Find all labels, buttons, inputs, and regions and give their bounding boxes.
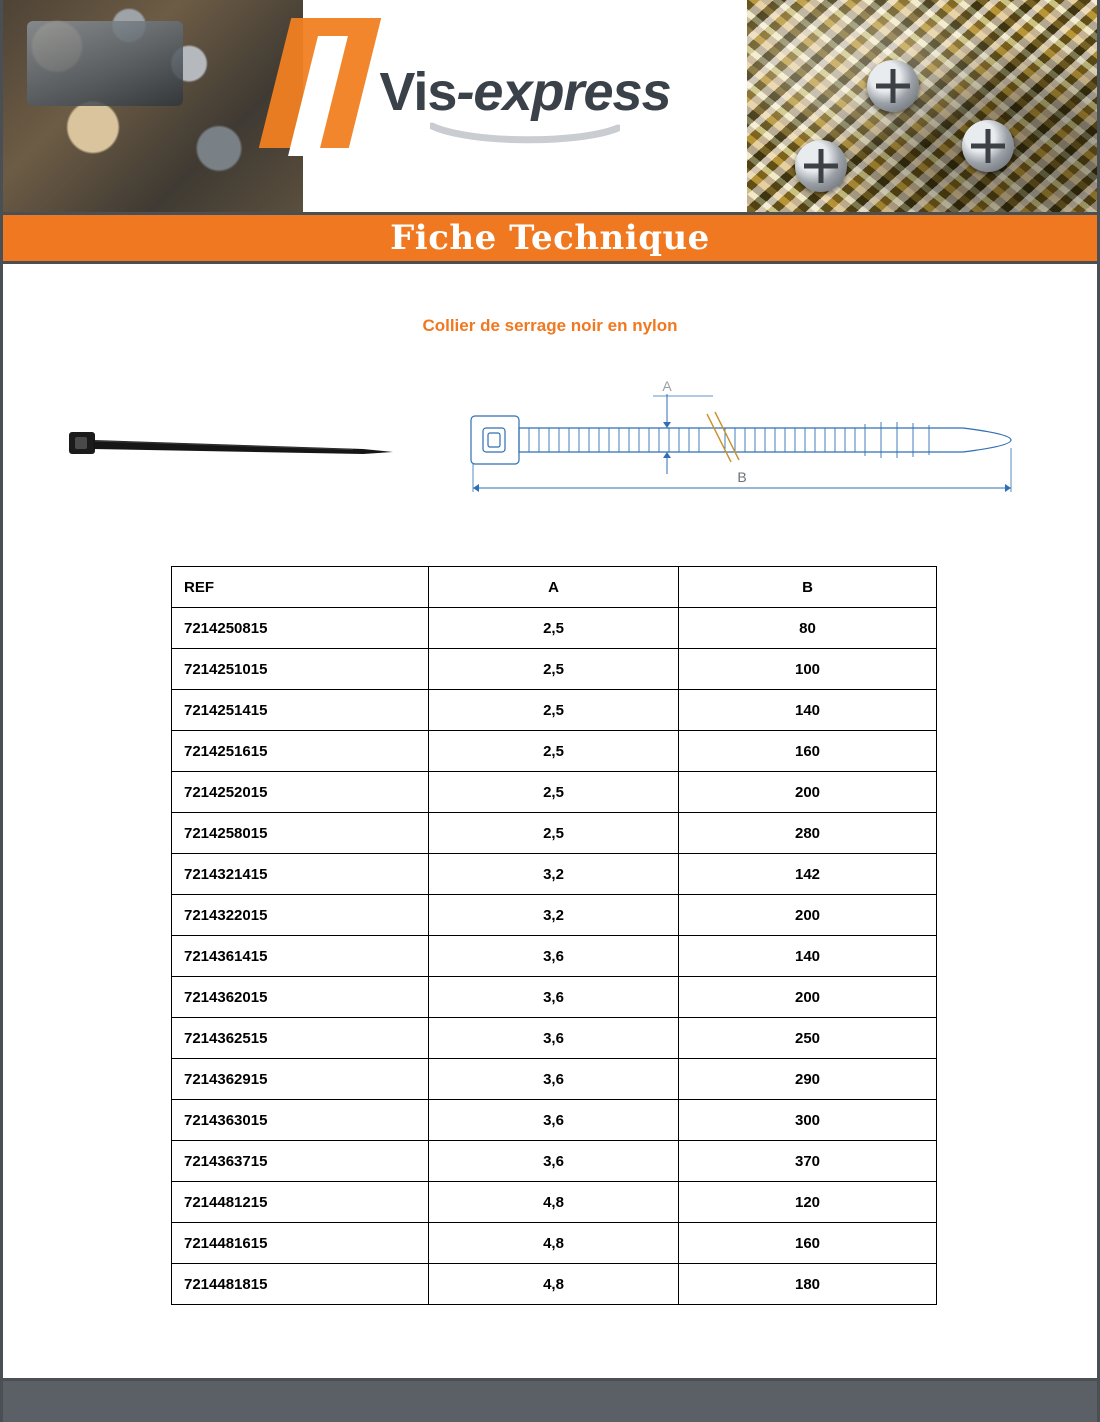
table-row: [172, 813, 937, 854]
cell-b: 200: [679, 977, 937, 1018]
specification-table-wrapper: [171, 566, 929, 1305]
cell-a: 2,5: [429, 649, 679, 690]
cell-b: 370: [679, 1141, 937, 1182]
cell-ref: 7214322015: [172, 895, 429, 936]
table-row: [172, 1141, 937, 1182]
cell-b: 180: [679, 1264, 937, 1305]
illustration-row: [3, 358, 1097, 528]
cell-a: 3,6: [429, 1100, 679, 1141]
table-row: [172, 1018, 937, 1059]
page-header: [3, 0, 1097, 212]
table-row: [172, 1100, 937, 1141]
cell-b: 140: [679, 936, 937, 977]
table-row: [172, 895, 937, 936]
cell-ref: 7214481815: [172, 1264, 429, 1305]
cell-ref: 7214362515: [172, 1018, 429, 1059]
cell-a: 3,6: [429, 1059, 679, 1100]
footer-bar: [3, 1378, 1097, 1422]
header-photo-workshop: [3, 0, 303, 212]
cell-a: 2,5: [429, 608, 679, 649]
cell-ref: 7214251415: [172, 690, 429, 731]
cell-ref: 7214481215: [172, 1182, 429, 1223]
specification-table: [171, 566, 937, 1305]
dimension-label-a: A: [662, 378, 672, 394]
cell-ref: 7214363015: [172, 1100, 429, 1141]
cell-b: 120: [679, 1182, 937, 1223]
table-row: [172, 772, 937, 813]
cell-b: 200: [679, 772, 937, 813]
cell-a: 4,8: [429, 1223, 679, 1264]
cell-a: 3,6: [429, 1141, 679, 1182]
table-row: [172, 1059, 937, 1100]
table-row: [172, 1264, 937, 1305]
banner-title: Fiche Technique: [390, 218, 710, 258]
table-row: [172, 854, 937, 895]
table-row: [172, 731, 937, 772]
table-header-row: [172, 567, 937, 608]
cell-b: 160: [679, 731, 937, 772]
cable-tie-photo-icon: [63, 408, 403, 478]
cell-b: 80: [679, 608, 937, 649]
cell-b: 200: [679, 895, 937, 936]
logo-text-primary: Vis: [379, 62, 457, 122]
table-row: [172, 608, 937, 649]
cell-b: 300: [679, 1100, 937, 1141]
cell-a: 4,8: [429, 1264, 679, 1305]
banner: [3, 212, 1097, 264]
cell-b: 142: [679, 854, 937, 895]
cell-ref: 7214258015: [172, 813, 429, 854]
cell-b: 290: [679, 1059, 937, 1100]
table-row: [172, 1223, 937, 1264]
cell-a: 3,6: [429, 1018, 679, 1059]
cell-ref: 7214362915: [172, 1059, 429, 1100]
table-row: [172, 690, 937, 731]
cell-ref: 7214481615: [172, 1223, 429, 1264]
technical-drawing: [463, 378, 1097, 508]
cell-ref: 7214251015: [172, 649, 429, 690]
cell-b: 140: [679, 690, 937, 731]
table-row: [172, 977, 937, 1018]
table-row: [172, 936, 937, 977]
table-row: [172, 1182, 937, 1223]
cell-b: 250: [679, 1018, 937, 1059]
header-photo-screws: [747, 0, 1097, 212]
table-row: [172, 649, 937, 690]
cell-ref: 7214251615: [172, 731, 429, 772]
column-header-b: B: [679, 567, 937, 608]
cell-a: 3,6: [429, 977, 679, 1018]
cell-a: 4,8: [429, 1182, 679, 1223]
cell-ref: 7214252015: [172, 772, 429, 813]
cell-ref: 7214363715: [172, 1141, 429, 1182]
cell-b: 280: [679, 813, 937, 854]
cell-a: 2,5: [429, 772, 679, 813]
cable-tie-dimension-drawing-icon: [463, 378, 1023, 508]
column-header-a: A: [429, 567, 679, 608]
cell-ref: 7214361415: [172, 936, 429, 977]
cell-b: 160: [679, 1223, 937, 1264]
dimension-label-b: B: [737, 469, 747, 485]
cell-a: 2,5: [429, 731, 679, 772]
column-header-ref: REF: [172, 567, 429, 608]
cell-a: 2,5: [429, 813, 679, 854]
product-title: Collier de serrage noir en nylon: [422, 316, 678, 335]
logo-text-secondary: -express: [456, 62, 671, 122]
cell-ref: 7214250815: [172, 608, 429, 649]
cell-a: 3,2: [429, 854, 679, 895]
logo-swoosh-icon: [430, 122, 620, 144]
cell-ref: 7214321415: [172, 854, 429, 895]
cell-ref: 7214362015: [172, 977, 429, 1018]
footer-spacer: [3, 1360, 1097, 1378]
cell-b: 100: [679, 649, 937, 690]
product-photo: [3, 408, 463, 478]
cell-a: 2,5: [429, 690, 679, 731]
cell-a: 3,6: [429, 936, 679, 977]
cell-a: 3,2: [429, 895, 679, 936]
